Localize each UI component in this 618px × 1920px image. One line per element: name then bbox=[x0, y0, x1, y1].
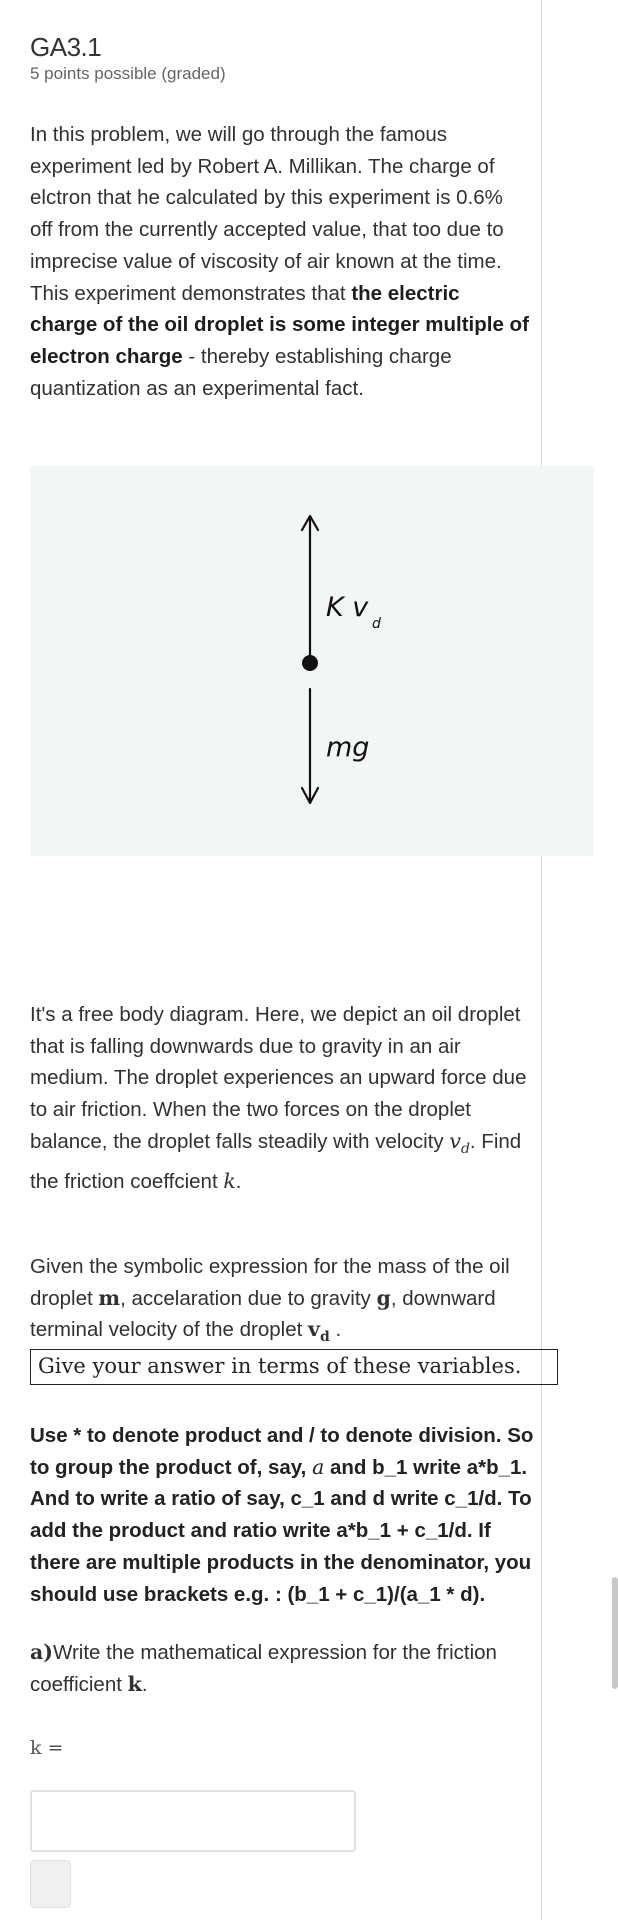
points-possible: 5 points possible (graded) bbox=[30, 64, 226, 83]
oil-droplet bbox=[302, 655, 318, 671]
answer-terms-note: Give your answer in terms of these variables. bbox=[30, 1349, 558, 1385]
coefficient-variable: k bbox=[223, 1168, 236, 1193]
submit-button[interactable] bbox=[30, 1860, 71, 1908]
scrollbar-thumb[interactable] bbox=[612, 1577, 618, 1689]
mass-variable: m bbox=[98, 1285, 121, 1310]
answer-input[interactable] bbox=[30, 1790, 356, 1852]
free-body-diagram bbox=[30, 466, 594, 856]
gravity-variable: g bbox=[376, 1285, 391, 1310]
answer-label: k = bbox=[30, 1737, 64, 1759]
right-divider bbox=[541, 0, 542, 1920]
velocity-variable: $v_d$ bbox=[449, 1128, 470, 1157]
input-instructions: Use * to denote product and / to denote division. So to group the product of, say, a and b_1 write a*b_1. And to write a ratio of say, c_1 and d write c_1/d. To add the product and ratio write a*b_1 + c_1/d. If there are multiple products in the denominator, you should use brackets e.g. : (b_1 + c_1)/(a_1 * d). bbox=[30, 1424, 534, 1606]
problem-title: GA3.1 bbox=[30, 31, 102, 62]
part-a-letter: a) bbox=[30, 1640, 53, 1664]
terminal-velocity-variable: $v_d$ bbox=[308, 1317, 330, 1346]
part-a-variable-k: k bbox=[127, 1671, 142, 1696]
upper-force-label: K v bbox=[326, 592, 369, 623]
lower-force-label: mg bbox=[326, 732, 370, 763]
intro-paragraph: In this problem, we will go through the famous experiment led by Robert A. Millikan. The charge of elctron that he calculated by this experiment is 0.6% off from the currently accepted value, that too due to imprecise value of viscosity of air known at the time. This experiment demonstrates that the electric charge of the oil droplet is some integer multiple of electron charge - thereby establishing charge quantization as an experimental fact. bbox=[30, 123, 529, 400]
description-paragraph: It's a free body diagram. Here, we depict an oil droplet that is falling downwards due to gravity in an air medium. The droplet experiences an upward force due to air friction. When the two forces on the droplet balance, the droplet falls steadily with velocity $v_d$. Find the friction coeffcient k. bbox=[30, 1003, 527, 1193]
instructions-variable-a: a bbox=[312, 1454, 325, 1479]
given-paragraph: Given the symbolic expression for the mass of the oil droplet m, accelaration due to gravity g, downward terminal velocity of the droplet $v_d$ . bbox=[30, 1255, 510, 1346]
part-a-question: a)Write the mathematical expression for the friction coefficient k. bbox=[30, 1640, 497, 1696]
upper-force-subscript: d bbox=[372, 616, 381, 632]
intro-bold-statement: the electric charge of the oil droplet is some integer multiple of electron charge bbox=[30, 281, 529, 368]
